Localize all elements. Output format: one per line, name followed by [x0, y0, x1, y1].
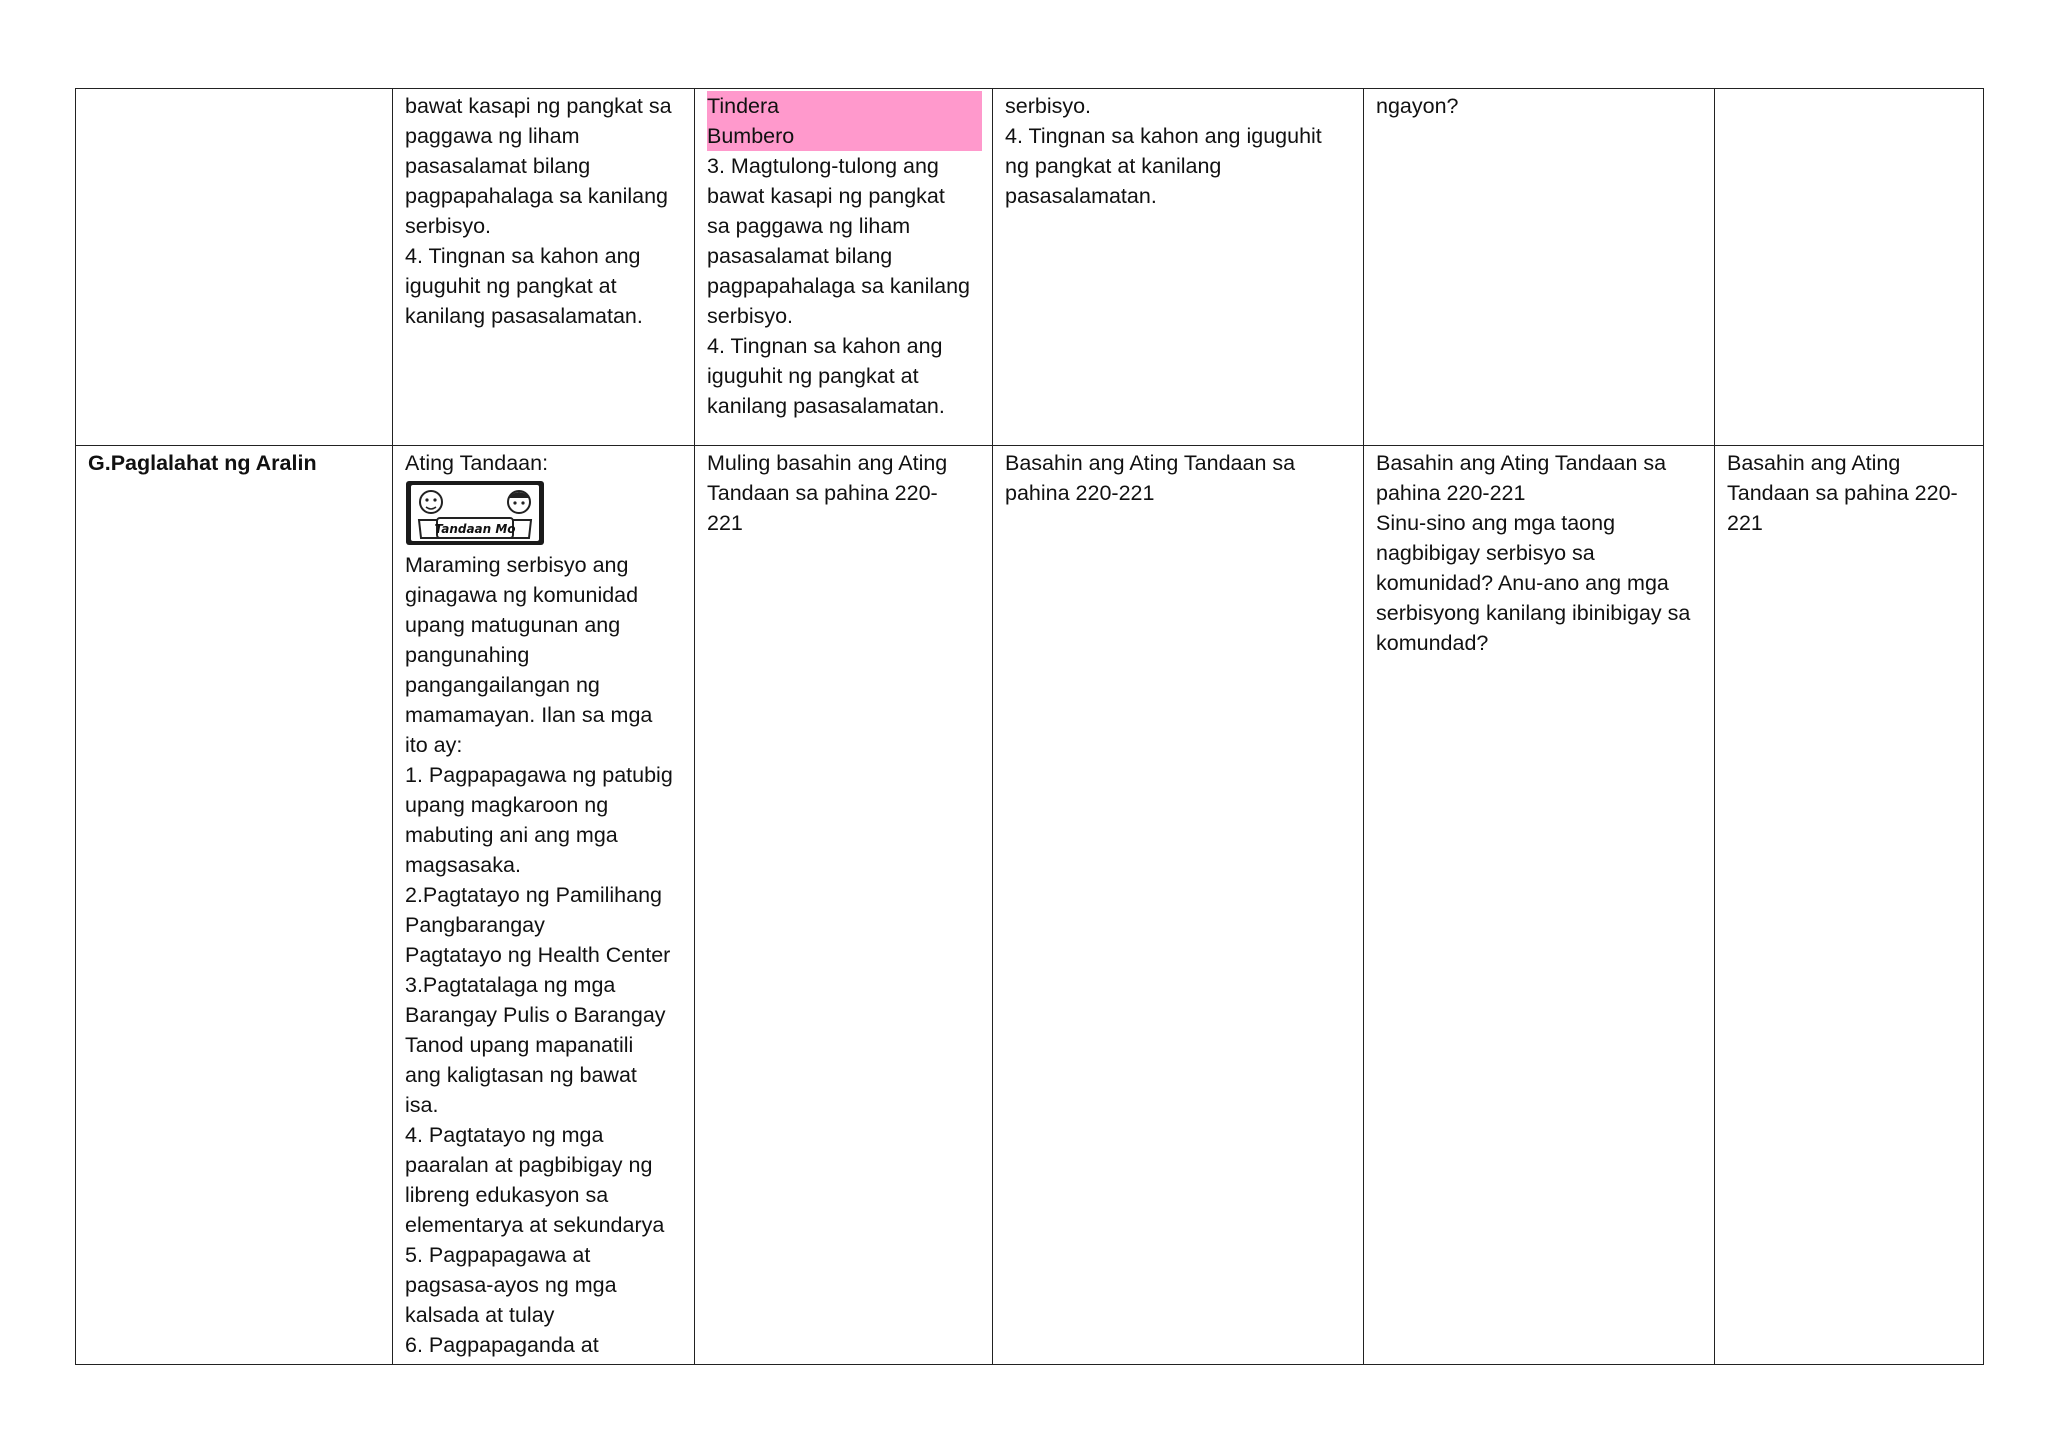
text-line: sa paggawa ng liham	[707, 214, 911, 238]
text-line: Tanod upang mapanatili	[405, 1033, 634, 1057]
text-line: serbisyo.	[707, 304, 794, 328]
col5-cell	[1364, 89, 1715, 446]
text-line: Basahin ang Ating Tandaan sa	[1005, 451, 1296, 475]
col5-cell	[1364, 446, 1715, 1365]
text-line: Sinu-sino ang mga taong	[1376, 511, 1616, 535]
row-label: G.Paglalahat ng Aralin	[88, 451, 317, 475]
col4-cell	[993, 89, 1364, 446]
col3-cell	[695, 89, 993, 446]
text-line: bawat kasapi ng pangkat sa	[405, 94, 672, 118]
col6-cell	[1715, 446, 1984, 1365]
text-line: 2.Pagtatayo ng Pamilihang	[405, 883, 662, 907]
text-line: paggawa ng liham	[405, 124, 580, 148]
text-line: kalsada at tulay	[405, 1303, 555, 1327]
col4-cell	[993, 446, 1364, 1365]
text-line: 6. Pagpapaganda at	[405, 1333, 599, 1357]
text-line: komundad?	[1376, 631, 1489, 655]
text-line: Maraming serbisyo ang	[405, 553, 629, 577]
text-line: magsasaka.	[405, 853, 521, 877]
ating-tandaan-heading: Ating Tandaan:	[405, 451, 549, 475]
highlighted-text-line: Tindera	[707, 91, 982, 121]
text-line: serbisyo.	[405, 214, 492, 238]
text-line: Pangbarangay	[405, 913, 545, 937]
text-line: kanilang pasasalamatan.	[405, 304, 643, 328]
text-line: ito ay:	[405, 733, 463, 757]
col2-cell	[393, 89, 695, 446]
text-line: serbisyong kanilang ibinibigay sa	[1376, 601, 1691, 625]
text-line: serbisyo.	[1005, 94, 1092, 118]
text-line: 221	[1727, 511, 1763, 535]
text-line: bawat kasapi ng pangkat	[707, 184, 945, 208]
text-line: mabuting ani ang mga	[405, 823, 618, 847]
tandaan-mo-image	[405, 480, 545, 546]
table-row	[76, 446, 1984, 1365]
text-line: ginagawa ng komunidad	[405, 583, 639, 607]
lesson-plan-table	[75, 88, 1984, 1365]
text-line: pasasalamat bilang	[707, 244, 893, 268]
text-line: Basahin ang Ating	[1727, 451, 1901, 475]
text-line: pagsasa-ayos ng mga	[405, 1273, 617, 1297]
text-line: pahina 220-221	[1376, 481, 1526, 505]
text-line: 5. Pagpapagawa at	[405, 1243, 591, 1267]
text-line: isa.	[405, 1093, 439, 1117]
text-line: nagbibigay serbisyo sa	[1376, 541, 1595, 565]
text-line: 3.Pagtatalaga ng mga	[405, 973, 616, 997]
col3-cell	[695, 446, 993, 1365]
text-line: kanilang pasasalamatan.	[707, 394, 945, 418]
text-line: ngayon?	[1376, 94, 1459, 118]
text-line: Basahin ang Ating Tandaan sa	[1376, 451, 1667, 475]
text-line: pasasalamatan.	[1005, 184, 1157, 208]
text-line: pagpapahalaga sa kanilang	[707, 274, 971, 298]
text-line: 1. Pagpapagawa ng patubig	[405, 763, 673, 787]
tandaan-mo-text: Tandaan Mo	[434, 522, 516, 536]
text-line: upang magkaroon ng	[405, 793, 609, 817]
text-line: Pagtatayo ng Health Center	[405, 943, 671, 967]
text-line: pangunahing	[405, 643, 530, 667]
text-line: Tandaan sa pahina 220-	[1727, 481, 1958, 505]
col6-cell	[1715, 89, 1984, 446]
text-line: Barangay Pulis o Barangay	[405, 1003, 666, 1027]
highlighted-text-line: Bumbero	[707, 121, 982, 151]
text-line: paaralan at pagbibigay ng	[405, 1153, 653, 1177]
text-line: komunidad? Anu-ano ang mga	[1376, 571, 1669, 595]
text-line: iguguhit ng pangkat at	[405, 274, 617, 298]
table-row	[76, 89, 1984, 446]
row-label-cell	[76, 446, 393, 1365]
text-line: 4. Tingnan sa kahon ang iguguhit	[1005, 124, 1322, 148]
text-line: 4. Tingnan sa kahon ang	[405, 244, 641, 268]
text-line: pagpapahalaga sa kanilang	[405, 184, 669, 208]
text-line: Muling basahin ang Ating	[707, 451, 948, 475]
text-line: 4. Tingnan sa kahon ang	[707, 334, 943, 358]
text-line: upang matugunan ang	[405, 613, 621, 637]
text-line: pangangailangan ng	[405, 673, 600, 697]
text-line: elementarya at sekundarya	[405, 1213, 665, 1237]
text-line: Tandaan sa pahina 220-	[707, 481, 938, 505]
text-line: 3. Magtulong-tulong ang	[707, 154, 939, 178]
text-line: mamamayan. Ilan sa mga	[405, 703, 653, 727]
text-line: pahina 220-221	[1005, 481, 1155, 505]
text-line: 4. Pagtatayo ng mga	[405, 1123, 604, 1147]
text-line: ang kaligtasan ng bawat	[405, 1063, 637, 1087]
row-label-cell	[76, 89, 393, 446]
text-line: pasasalamat bilang	[405, 154, 591, 178]
text-line: iguguhit ng pangkat at	[707, 364, 919, 388]
text-line: libreng edukasyon sa	[405, 1183, 609, 1207]
col2-cell	[393, 446, 695, 1365]
text-line: ng pangkat at kanilang	[1005, 154, 1222, 178]
text-line: 221	[707, 511, 743, 535]
